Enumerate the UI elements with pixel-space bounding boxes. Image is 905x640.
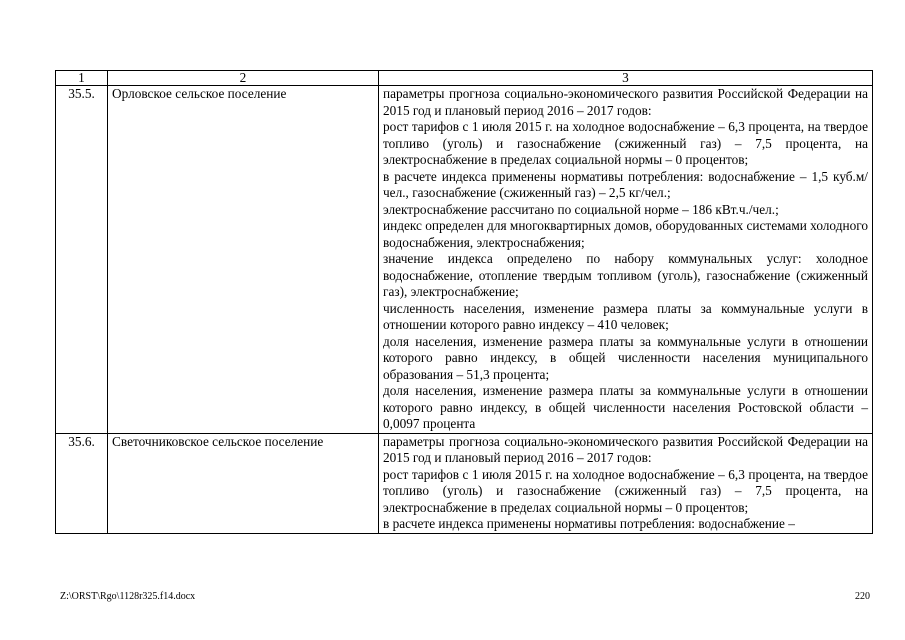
- description-line: доля населения, изменение размера платы за коммунальные услуги в отношении которого равно индексу, в общей численности населения муниципального образования – 51,3 процента;: [383, 333, 868, 382]
- description-line: численность населения, изменение размера платы за коммунальные услуги в отношении которого равно индексу – 410 человек;: [383, 300, 868, 332]
- description-line: значение индекса определено по набору коммунальных услуг: холодное водоснабжение, отопление твердым топливом (уголь), газоснабжение (сжиженный газ), электроснабжение;: [383, 251, 868, 299]
- description-line: в расчете индекса применены нормативы потребления: водоснабжение –: [383, 516, 795, 531]
- description-line: индекс определен для многоквартирных домов, оборудованных системами холодного водоснабжения, электроснабжения;: [383, 218, 868, 250]
- description-line: в расчете индекса применены нормативы потребления: водоснабжение – 1,5 куб.м/чел., газоснабжение (сжиженный газ) – 2,5 кг/чел.;: [383, 168, 868, 200]
- settlement-name: Светочниковское сельское поселение: [108, 433, 379, 533]
- description-line: электроснабжение рассчитано по социальной норме – 186 кВт.ч./чел.;: [383, 201, 779, 217]
- page-number: 220: [855, 591, 870, 602]
- row-description: [379, 433, 873, 533]
- header-col-1: 1: [56, 71, 108, 86]
- table-header-row: [56, 71, 873, 86]
- table-row: [56, 433, 873, 533]
- header-col-2: 2: [108, 71, 379, 86]
- footer-file-path: Z:\ORST\Rgo\1128r325.f14.docx: [60, 591, 196, 602]
- row-description: [379, 86, 873, 434]
- description-line: доля населения, изменение размера платы за коммунальные услуги в отношении которого равно индексу, в общей численности населения Ростовской области – 0,0097 процента: [383, 383, 868, 431]
- header-col-3: 3: [379, 71, 873, 86]
- description-line: параметры прогноза социально-экономического развития Российской Федерации на 2015 год и плановый период 2016 – 2017 годов:: [383, 433, 868, 465]
- row-number: 35.5.: [56, 86, 108, 434]
- description-line: параметры прогноза социально-экономического развития Российской Федерации на 2015 год и плановый период 2016 – 2017 годов:: [383, 86, 868, 118]
- settlement-name: Орловское сельское поселение: [108, 86, 379, 434]
- description-line: рост тарифов с 1 июля 2015 г. на холодное водоснабжение – 6,3 процента, на твердое топливо (уголь) и газоснабжение (сжиженный газ) – 7,5 процента, на электроснабжение в пределах социальной нормы – 0 процентов;: [383, 119, 868, 167]
- document-table: [55, 70, 873, 534]
- description-line: рост тарифов с 1 июля 2015 г. на холодное водоснабжение – 6,3 процента, на твердое топливо (уголь) и газоснабжение (сжиженный газ) – 7,5 процента, на электроснабжение в пределах социальной нормы – 0 процентов;: [383, 466, 868, 515]
- row-number: 35.6.: [56, 433, 108, 533]
- table-row: [56, 86, 873, 434]
